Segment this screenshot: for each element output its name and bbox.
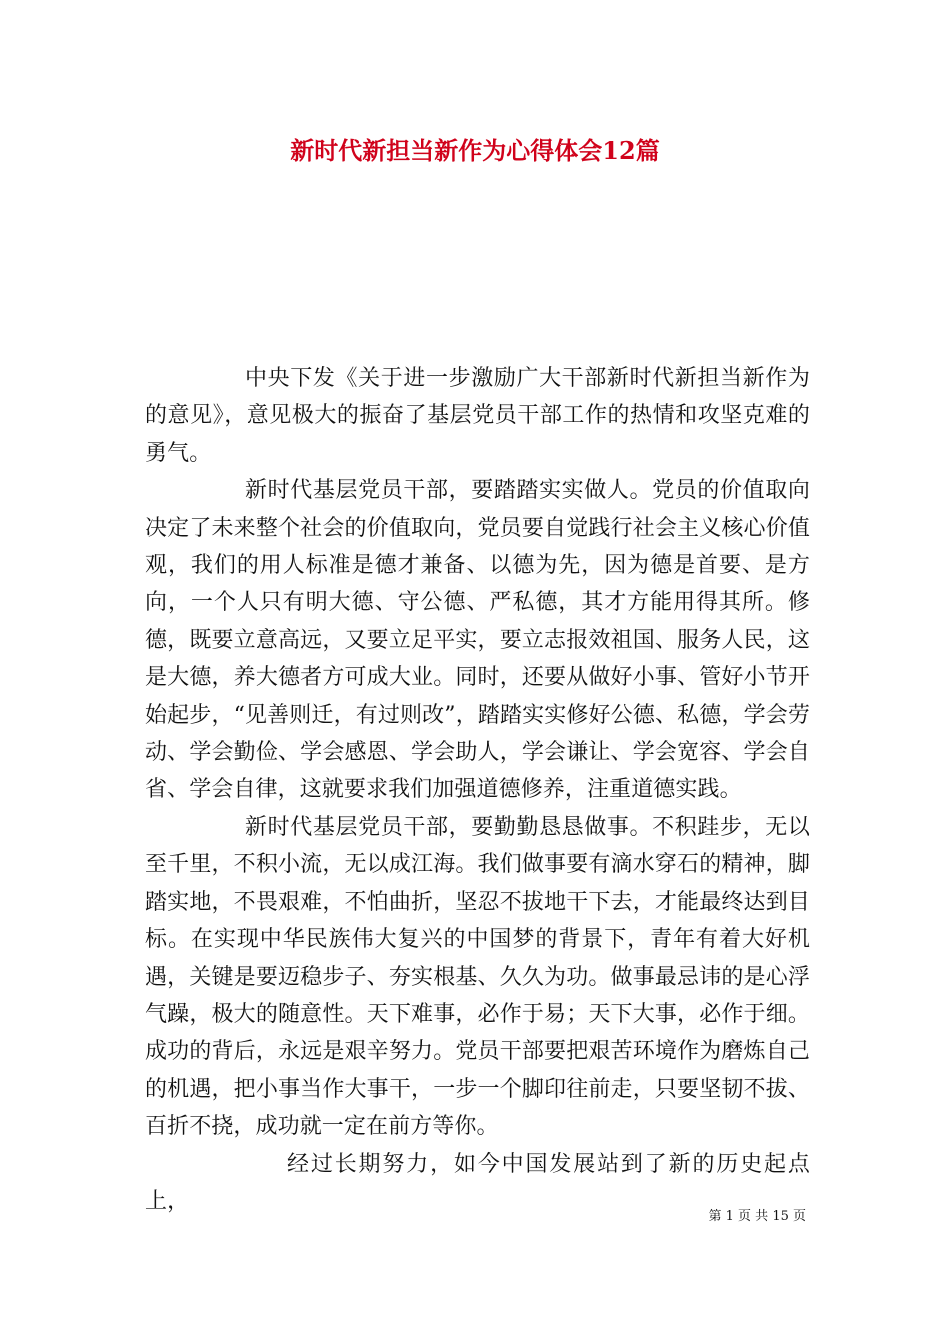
document-body xyxy=(145,360,810,1220)
document-title: 新时代新担当新作为心得体会12篇 xyxy=(290,136,660,165)
paragraph-2: 新时代基层党员干部，要踏踏实实做人。党员的价值取向决定了未来整个社会的价值取向，党员要自觉践行社会主义核心价值观，我们的用人标准是德才兼备、以德为先，因为德是首要、是方向，一个人只有明大德、守公德、严私德，其才方能用得其所。修德，既要立意高远，又要立足平实，要立志报效祖国、服务人民，这是大德，养大德者方可成大业。同时，还要从做好小事、管好小节开始起步，“见善则迁，有过则改”，踏踏实实修好公德、私德，学会劳动、学会勤俭、学会感恩、学会助人，学会谦让、学会宽容、学会自省、学会自律，这就要求我们加强道德修养，注重道德实践。 xyxy=(145,478,810,803)
page-number-footer: 第 1 页 共 15 页 xyxy=(708,1209,806,1224)
paragraph-4: 经过长期努力，如今中国发展站到了新的历史起点上， xyxy=(145,1151,810,1214)
paragraph-1: 中央下发《关于进一步激励广大干部新时代新担当新作为的意见》，意见极大的振奋了基层党员干部工作的热情和攻坚克难的勇气。 xyxy=(145,366,810,466)
paragraph-3: 新时代基层党员干部，要勤勤恳恳做事。不积跬步，无以至千里，不积小流，无以成江海。我们做事要有滴水穿石的精神，脚踏实地，不畏艰难，不怕曲折，坚忍不拔地干下去，才能最终达到目标。在实现中华民族伟大复兴的中国梦的背景下，青年有着大好机遇，关键是要迈稳步子、夯实根基、久久为功。做事最忌讳的是心浮气躁，极大的随意性。天下难事，必作于易；天下大事，必作于细。成功的背后，永远是艰辛努力。党员干部要把艰苦环境作为磨炼自己的机遇，把小事当作大事干，一步一个脚印往前走，只要坚韧不拔、百折不挠，成功就一定在前方等你。 xyxy=(145,814,810,1140)
